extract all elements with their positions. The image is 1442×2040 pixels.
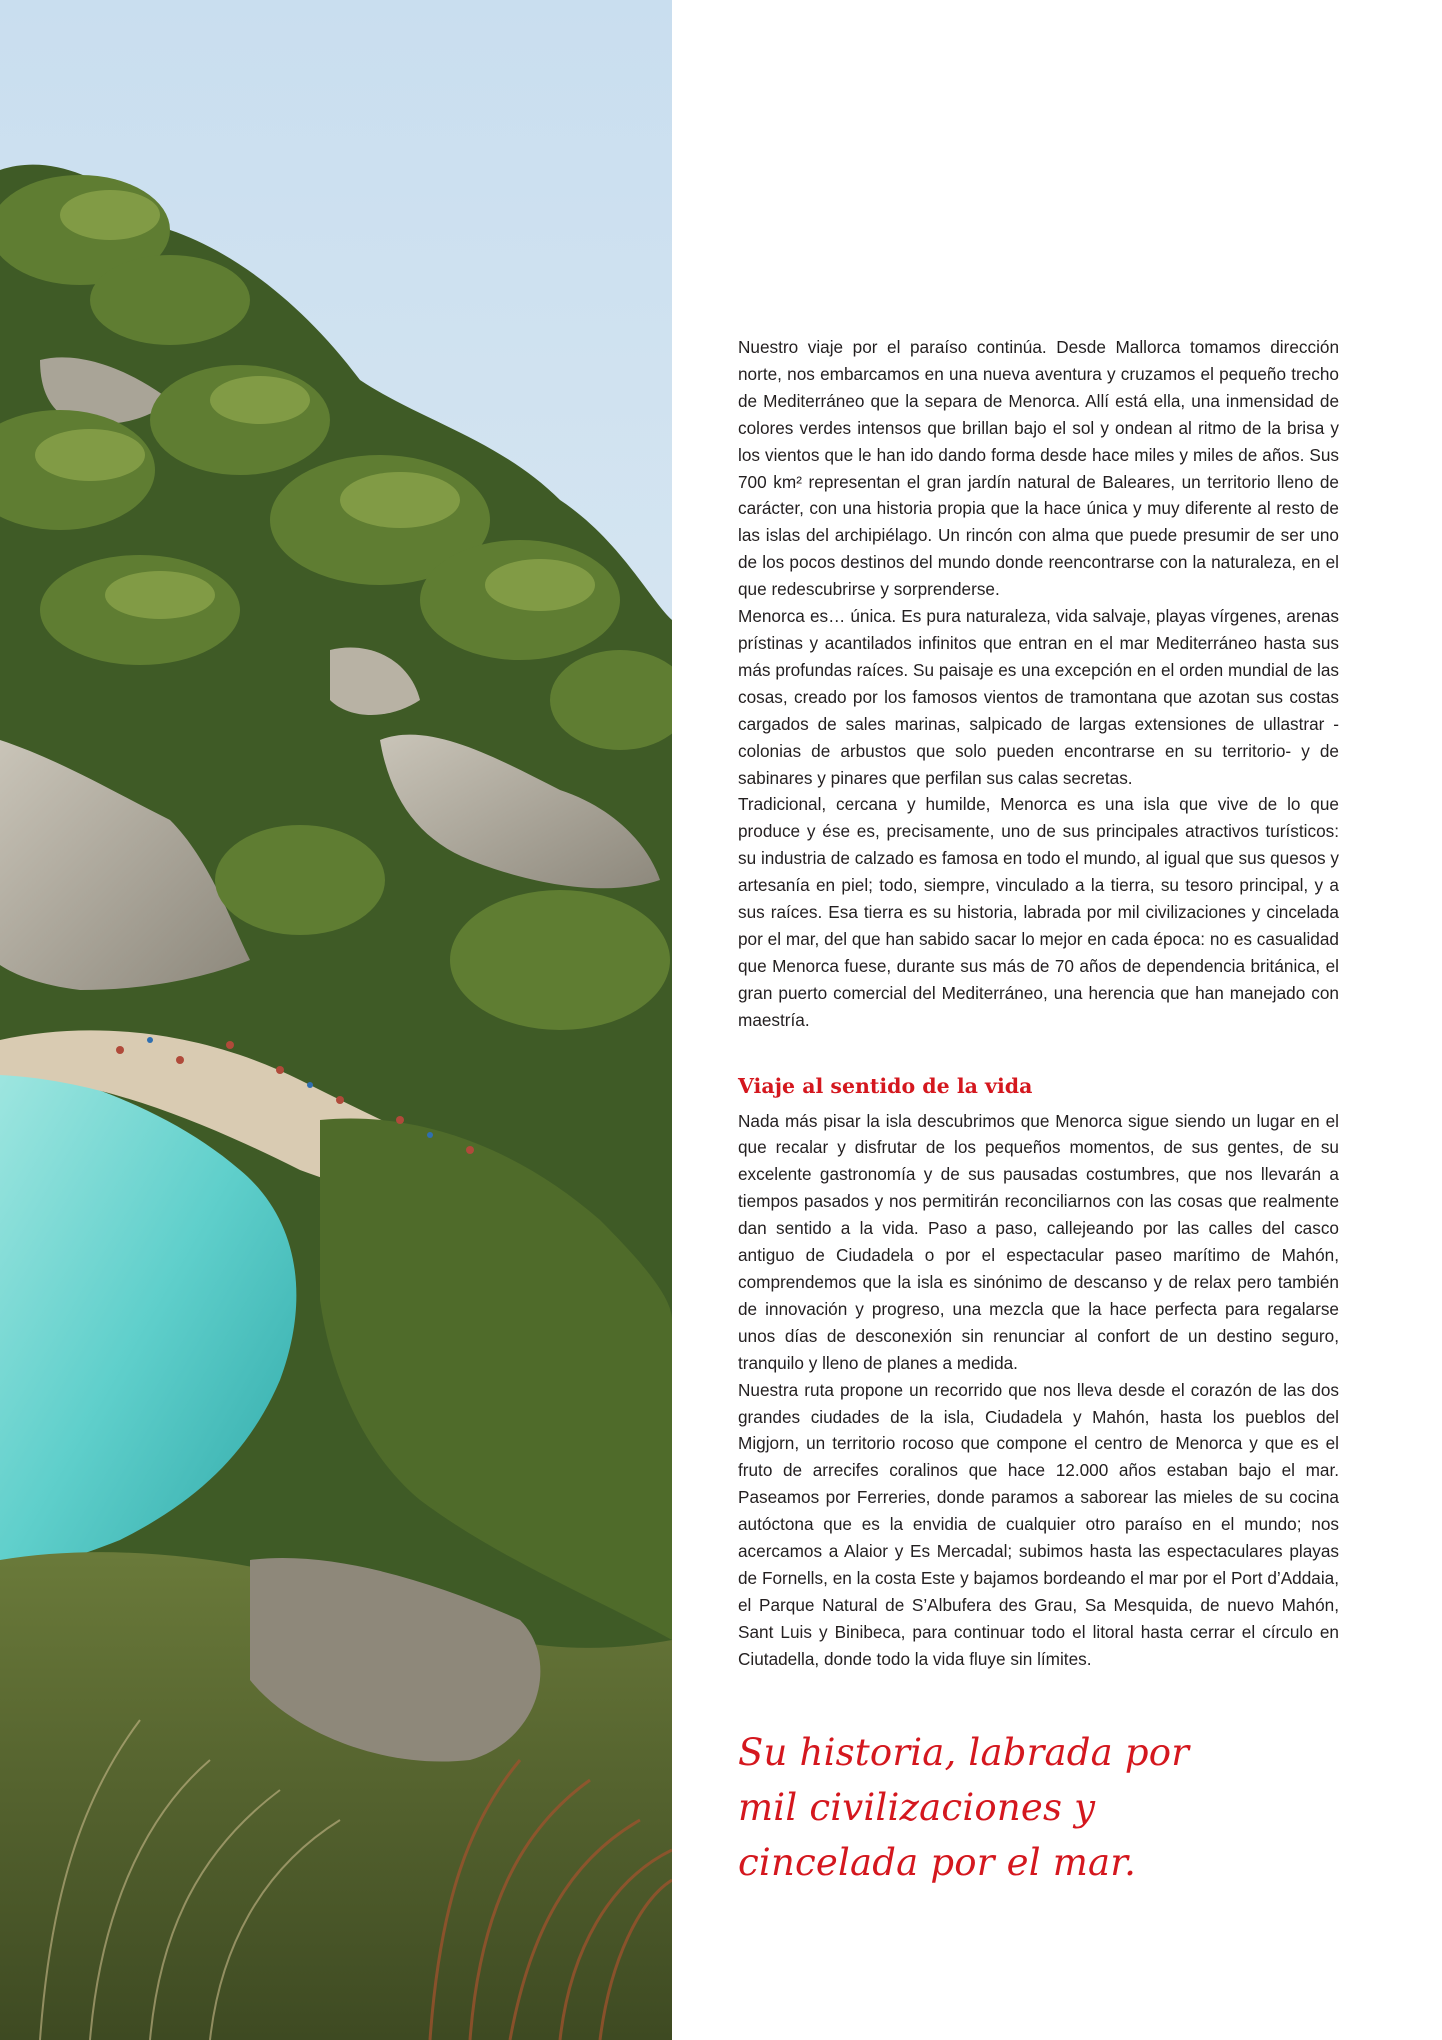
intro-paragraph-2: Menorca es… única. Es pura naturaleza, vida salvaje, playas vírgenes, arenas prístinas y acantilados infinitos que entran en el mar Mediterráneo hasta sus más profundas raíces. Su paisaje es una excepción en el orden mundial de las cosas, creado por los famosos vientos de tramontana que azotan sus costas cargados de sales marinas, salpicado de largas extensiones de ullastrar -colonias de arbustos que solo pueden encontrarse en su territorio- y de sabinares y pinares que perfilan sus calas secretas. bbox=[738, 606, 1339, 788]
pull-quote bbox=[738, 1725, 1339, 1890]
pull-quote-line-3: cincelada por el mar. bbox=[738, 1840, 1137, 1884]
route-section bbox=[738, 1108, 1339, 1673]
intro-section bbox=[738, 334, 1339, 1034]
intro-paragraph-1: Nuestro viaje por el paraíso continúa. Desde Mallorca tomamos dirección norte, nos embarcamos en una nueva aventura y cruzamos el pequeño trecho de Mediterráneo que la separa de Menorca. Allí está ella, una inmensidad de colores verdes intensos que brillan bajo el sol y ondean al ritmo de la brisa y los vientos que le han ido dando forma desde hace miles y miles de años. Sus 700 km² representan el gran jardín natural de Baleares, un territorio lleno de carácter, con una historia propia que la hace única y muy diferente al resto de las islas del archipiélago. Un rincón con alma que puede presumir de ser uno de los pocos destinos del mundo donde reencontrarse con la naturaleza, en el que redescubrirse y sorprenderse. bbox=[738, 337, 1339, 600]
section-paragraph-2: Nuestra ruta propone un recorrido que nos lleva desde el corazón de las dos grandes ciudades de la isla, Ciudadela y Mahón, hasta los pueblos del Migjorn, un territorio rocoso que compone el centro de Menorca y que es el fruto de arrecifes coralinos que hace 12.000 años estaban bajo el mar. Paseamos por Ferreries, donde paramos a saborear las mieles de su cocina autóctona que es la envidia de cualquier otro paraíso en el mundo; nos acercamos a Alaior y Es Mercadal; subimos hasta las espectaculares playas de Fornells, en la costa Este y bajamos bordeando el mar por el Port d’Addaia, el Parque Natural de S’Albufera des Grau, Sa Mesquida, de nuevo Mahón, Sant Luis y Binibeca, para continuar todo el litoral hasta cerrar el círculo en Ciutadella, donde todo la vida fluye sin límites. bbox=[738, 1379, 1339, 1669]
section-paragraph-1: Nada más pisar la isla descubrimos que Menorca sigue siendo un lugar en el que recalar y disfrutar de los pequeños momentos, de sus gentes, de su excelente gastronomía y de sus pausadas costumbres, que nos llevarán a tiempos pasados y nos permitirán reconciliarnos con las cosas que realmente dan sentido a la vida. Paso a paso, callejeando por las calles del casco antiguo de Ciudadela o por el espectacular paseo marítimo de Mahón, comprendemos que la isla es sinónimo de descanso y de relax pero también de innovación y progreso, una mezcla que la hace perfecta para regalarse unos días de desconexión sin renunciar al confort de un destino seguro, tranquilo y lleno de planes a medida. bbox=[738, 1110, 1339, 1373]
intro-paragraph-3: Tradicional, cercana y humilde, Menorca es una isla que vive de lo que produce y ése es, precisamente, uno de sus principales atractivos turísticos: su industria de calzado es famosa en todo el mundo, al igual que sus quesos y artesanía en piel; todo, siempre, vinculado a la tierra, su tesoro principal, y a sus raíces. Esa tierra es su historia, labrada por mil civilizaciones y cincelada por el mar, del que han sabido sacar lo mejor en cada época: no es casualidad que Menorca fuese, durante sus más de 70 años de dependencia británica, el gran puerto comercial del Mediterráneo, una herencia que han manejado con maestría. bbox=[738, 794, 1339, 1030]
pull-quote-line-2: mil civilizaciones y bbox=[738, 1785, 1096, 1829]
article-column bbox=[738, 334, 1339, 1890]
pull-quote-line-1: Su historia, labrada por bbox=[738, 1730, 1190, 1774]
cove-photo bbox=[0, 0, 672, 2040]
section-heading: Viaje al sentido de la vida bbox=[738, 1073, 1033, 1098]
